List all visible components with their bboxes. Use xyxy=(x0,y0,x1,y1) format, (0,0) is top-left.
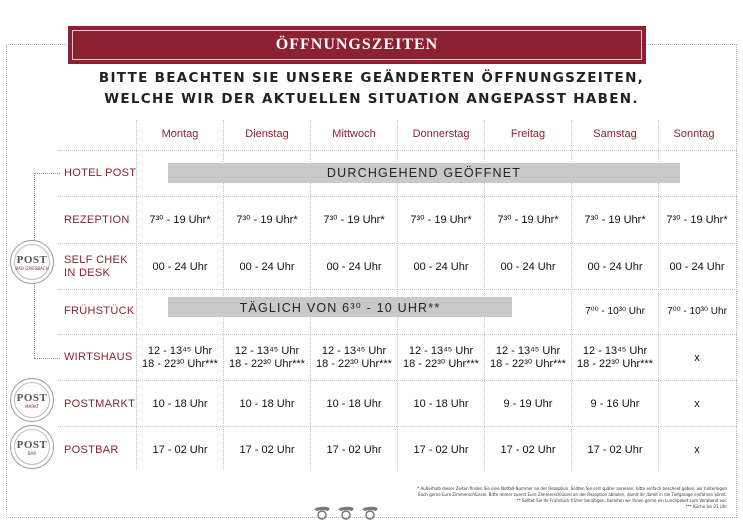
rezeption-cell: 7³⁰ - 19 Uhr* xyxy=(410,214,472,226)
selfcheck-cell: 00 - 24 Uhr xyxy=(587,261,643,273)
postmarkt-cell: 10 - 18 Uhr xyxy=(326,398,382,410)
logo-sub: BAR xyxy=(27,450,37,456)
logo-sub: BAD GRIESBACH xyxy=(15,265,49,271)
wirtshaus-cell xyxy=(572,345,658,371)
fruehstueck-samstag: 7⁰⁰ - 10³⁰ Uhr xyxy=(585,306,645,317)
day-header: Freitag xyxy=(510,128,546,140)
day-header: Sonntag xyxy=(673,128,715,140)
selfcheck-cell: 00 - 24 Uhr xyxy=(669,261,725,273)
selfcheck-cell: 00 - 24 Uhr xyxy=(500,261,556,273)
footnote-line: *** Küche bis 21 Uhr xyxy=(685,504,727,509)
day-header: Samstag xyxy=(593,128,637,140)
selfcheck-label-line-1: SELF CHEK xyxy=(64,254,128,266)
post-horn-icon xyxy=(336,505,356,521)
breakfast-bar: TÄGLICH VON 6³⁰ - 10 UHR** xyxy=(168,297,512,317)
rezeption-cell: 7³⁰ - 19 Uhr* xyxy=(323,214,385,226)
day-header: Montag xyxy=(161,128,199,140)
wirtshaus-dinner: 18 - 22³⁰ Uhr*** xyxy=(490,358,566,370)
title-banner xyxy=(68,26,646,64)
postbar-cell: 17 - 02 Uhr xyxy=(500,444,556,456)
postbar-cell: x xyxy=(694,444,700,456)
row-label-postbar: POSTBAR xyxy=(64,444,119,456)
page-title: ÖFFNUNGSZEITEN xyxy=(72,30,642,60)
postbar-cell: 17 - 02 Uhr xyxy=(587,444,643,456)
fruehstueck-sonntag: 7⁰⁰ - 10³⁰ Uhr xyxy=(667,306,727,317)
hotel-open-bar: DURCHGEHEND GEÖFFNET xyxy=(168,163,680,183)
wirtshaus-dinner: 18 - 22³⁰ Uhr*** xyxy=(316,358,392,370)
post-horn-icon xyxy=(360,505,380,521)
logo-word: POST xyxy=(16,438,48,451)
rezeption-cell: 7³⁰ - 19 Uhr* xyxy=(666,214,728,226)
wirtshaus-dinner: 18 - 22³⁰ Uhr*** xyxy=(577,358,653,370)
wirtshaus-dinner: 18 - 22³⁰ Uhr*** xyxy=(142,358,218,370)
wirtshaus-lunch: 12 - 13⁴⁵ Uhr xyxy=(495,345,561,357)
row-label-rezeption: REZEPTION xyxy=(64,214,130,226)
logo-word: POST xyxy=(16,253,48,266)
wirtshaus-dinner: 18 - 22³⁰ Uhr*** xyxy=(229,358,305,370)
hotel-bracket xyxy=(34,358,60,359)
post-bar-logo xyxy=(10,425,54,469)
wirtshaus-cell xyxy=(398,345,484,371)
selfcheck-cell: 00 - 24 Uhr xyxy=(239,261,295,273)
grid-line xyxy=(58,426,737,427)
day-header: Donnerstag xyxy=(412,128,470,140)
selfcheck-cell: 00 - 24 Uhr xyxy=(152,261,208,273)
postbar-cell: 17 - 02 Uhr xyxy=(239,444,295,456)
footnote-line: ** Solltet Sie Ihr Frühstück früher benötigen, bereiten wir Ihnen gerne ein Lunchpaket zum Vorabend vor. xyxy=(516,498,727,503)
rezeption-cell: 7³⁰ - 19 Uhr* xyxy=(149,214,211,226)
row-label-wirtshaus: WIRTSHAUS xyxy=(64,351,133,363)
wirtshaus-lunch: 12 - 13⁴⁵ Uhr xyxy=(234,345,300,357)
wirtshaus-lunch: 12 - 13⁴⁵ Uhr xyxy=(582,345,648,357)
postmarkt-cell: 10 - 18 Uhr xyxy=(152,398,208,410)
postbar-cell: 17 - 02 Uhr xyxy=(326,444,382,456)
footnote-line: * Außerhalb dieser Zeiten finden Sie eine Notfall-Nummer an der Rezeption. Sollten Sie erst später anreisen, bitte einfach bescheid geben, wir hinterlegen xyxy=(417,486,727,491)
grid-line xyxy=(58,196,737,197)
post-horn-icon xyxy=(312,505,332,521)
postmarkt-cell: 9 - 16 Uhr xyxy=(590,398,640,410)
rezeption-cell: 7³⁰ - 19 Uhr* xyxy=(236,214,298,226)
footnote-line: Euch gerne Eure Zimmerschlüssel. Bitte immer zuerst Eure Zimmerschlüssel an der Rezeption abholen, damit ihr damit in die Tiefgarage einfahren könnt. xyxy=(418,492,727,497)
grid-line xyxy=(58,289,737,290)
wirtshaus-lunch: 12 - 13⁴⁵ Uhr xyxy=(147,345,213,357)
grid-line xyxy=(58,380,737,381)
wirtshaus-cell xyxy=(485,345,571,371)
row-label-selfcheck xyxy=(64,254,128,280)
postmarkt-cell: 10 - 18 Uhr xyxy=(413,398,469,410)
post-markt-logo xyxy=(10,378,54,422)
row-label-fruehstueck: FRÜHSTÜCK xyxy=(64,305,135,317)
postbar-cell: 17 - 02 Uhr xyxy=(413,444,469,456)
grid-line xyxy=(58,150,737,151)
wirtshaus-cell xyxy=(224,345,310,371)
logo-word: POST xyxy=(16,391,48,404)
row-label-hotel: HOTEL POST xyxy=(64,167,137,179)
day-header: Mittwoch xyxy=(332,128,376,140)
logo-sub: MARKT xyxy=(25,403,39,409)
notice-line-1: BITTE BEACHTEN SIE UNSERE GEÄNDERTEN ÖFFNUNGSZEITEN, xyxy=(98,70,645,86)
selfcheck-label-line-2: IN DESK xyxy=(64,267,111,279)
rezeption-cell: 7³⁰ - 19 Uhr* xyxy=(584,214,646,226)
wirtshaus-sonntag: x xyxy=(694,352,700,364)
grid-line xyxy=(58,243,737,244)
selfcheck-cell: 00 - 24 Uhr xyxy=(326,261,382,273)
postmarkt-cell: x xyxy=(694,398,700,410)
post-horn-icons xyxy=(312,505,380,521)
postmarkt-cell: 9 - 19 Uhr xyxy=(503,398,553,410)
postbar-cell: 17 - 02 Uhr xyxy=(152,444,208,456)
wirtshaus-dinner: 18 - 22³⁰ Uhr*** xyxy=(403,358,479,370)
wirtshaus-cell xyxy=(311,345,397,371)
grid-line xyxy=(58,334,737,335)
selfcheck-cell: 00 - 24 Uhr xyxy=(413,261,469,273)
postmarkt-cell: 10 - 18 Uhr xyxy=(239,398,295,410)
rezeption-cell: 7³⁰ - 19 Uhr* xyxy=(497,214,559,226)
row-label-postmarkt: POSTMARKT xyxy=(64,398,136,410)
day-header: Dienstag xyxy=(245,128,289,140)
wirtshaus-lunch: 12 - 13⁴⁵ Uhr xyxy=(321,345,387,357)
notice-text xyxy=(0,68,743,110)
post-hotel-logo xyxy=(10,240,54,284)
hotel-bracket xyxy=(34,173,60,174)
wirtshaus-lunch: 12 - 13⁴⁵ Uhr xyxy=(408,345,474,357)
notice-line-2: WELCHE WIR DER AKTUELLEN SITUATION ANGEPASST HABEN. xyxy=(104,91,639,107)
wirtshaus-cell xyxy=(137,345,223,371)
